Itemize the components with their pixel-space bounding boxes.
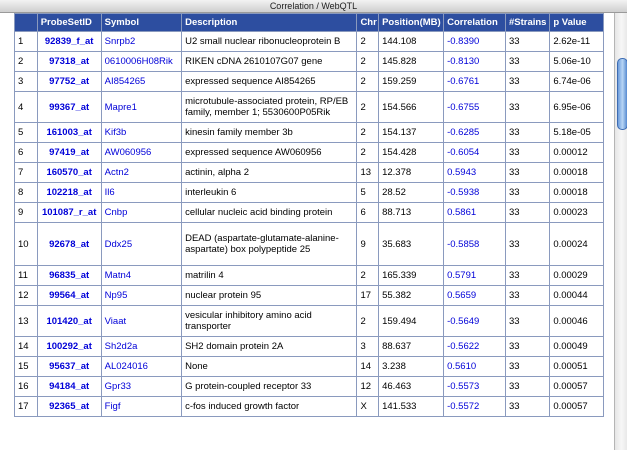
probeset-link[interactable]: 92839_f_at (37, 32, 101, 52)
row-number-cell: 9 (15, 203, 38, 223)
description-cell: c-fos induced growth factor (182, 397, 357, 417)
pvalue-cell: 0.00018 (550, 183, 604, 203)
symbol-link[interactable]: Kif3b (101, 123, 181, 143)
row-number-cell: 7 (15, 163, 38, 183)
chr-cell: 2 (357, 32, 379, 52)
strains-cell: 33 (505, 306, 549, 337)
position-cell: 159.259 (379, 72, 444, 92)
probeset-link[interactable]: 161003_at (37, 123, 101, 143)
chr-cell: 17 (357, 286, 379, 306)
table-row (15, 286, 604, 306)
strains-cell: 33 (505, 377, 549, 397)
strains-cell: 33 (505, 337, 549, 357)
strains-cell: 33 (505, 72, 549, 92)
description-cell: RIKEN cDNA 2610107G07 gene (182, 52, 357, 72)
scrollbar-thumb[interactable] (617, 58, 627, 130)
pvalue-cell: 0.00051 (550, 357, 604, 377)
strains-cell: 33 (505, 123, 549, 143)
symbol-link[interactable]: Sh2d2a (101, 337, 181, 357)
probeset-link[interactable]: 97419_at (37, 143, 101, 163)
probeset-link[interactable]: 102218_at (37, 183, 101, 203)
table-row (15, 397, 604, 417)
pvalue-cell: 0.00018 (550, 163, 604, 183)
chr-cell: 3 (357, 337, 379, 357)
position-cell: 159.494 (379, 306, 444, 337)
symbol-link[interactable]: Viaat (101, 306, 181, 337)
pvalue-cell: 6.74e-06 (550, 72, 604, 92)
chr-cell: 2 (357, 123, 379, 143)
correlation-link[interactable]: 0.5861 (444, 203, 506, 223)
symbol-link[interactable]: Snrpb2 (101, 32, 181, 52)
description-cell: None (182, 357, 357, 377)
col-header-probeset[interactable]: ProbeSetID (37, 14, 101, 32)
position-cell: 12.378 (379, 163, 444, 183)
symbol-link[interactable]: AI854265 (101, 72, 181, 92)
position-cell: 46.463 (379, 377, 444, 397)
row-number-cell: 3 (15, 72, 38, 92)
window-title: Correlation / WebQTL (0, 0, 627, 13)
row-number-cell: 11 (15, 266, 38, 286)
row-number-cell: 16 (15, 377, 38, 397)
description-cell: G protein-coupled receptor 33 (182, 377, 357, 397)
probeset-link[interactable]: 97318_at (37, 52, 101, 72)
chr-cell: 2 (357, 72, 379, 92)
correlation-link[interactable]: -0.8390 (444, 32, 506, 52)
table-row (15, 223, 604, 266)
correlation-link[interactable]: -0.5649 (444, 306, 506, 337)
table-row (15, 377, 604, 397)
description-cell: interleukin 6 (182, 183, 357, 203)
strains-cell: 33 (505, 397, 549, 417)
correlation-link[interactable]: -0.8130 (444, 52, 506, 72)
chr-cell: 5 (357, 183, 379, 203)
chr-cell: 2 (357, 52, 379, 72)
row-number-cell: 5 (15, 123, 38, 143)
row-number-cell: 17 (15, 397, 38, 417)
table-row (15, 306, 604, 337)
row-number-cell: 13 (15, 306, 38, 337)
probeset-link[interactable]: 97752_at (37, 72, 101, 92)
strains-cell: 33 (505, 163, 549, 183)
position-cell: 154.428 (379, 143, 444, 163)
pvalue-cell: 0.00012 (550, 143, 604, 163)
chr-cell: 12 (357, 377, 379, 397)
chr-cell: 2 (357, 92, 379, 123)
col-header-strains[interactable]: #Strains (505, 14, 549, 32)
row-number-cell: 4 (15, 92, 38, 123)
table-row (15, 163, 604, 183)
symbol-link[interactable]: AL024016 (101, 357, 181, 377)
strains-cell: 33 (505, 357, 549, 377)
table-header-row (15, 14, 604, 32)
position-cell: 88.637 (379, 337, 444, 357)
table-row (15, 123, 604, 143)
position-cell: 141.533 (379, 397, 444, 417)
chr-cell: 13 (357, 163, 379, 183)
probeset-link[interactable]: 92678_at (37, 223, 101, 266)
symbol-link[interactable]: Np95 (101, 286, 181, 306)
position-cell: 154.137 (379, 123, 444, 143)
description-cell: actinin, alpha 2 (182, 163, 357, 183)
pvalue-cell: 5.18e-05 (550, 123, 604, 143)
symbol-link[interactable]: 0610006H08Rik (101, 52, 181, 72)
strains-cell: 33 (505, 32, 549, 52)
strains-cell: 33 (505, 183, 549, 203)
table-row (15, 143, 604, 163)
chr-cell: 2 (357, 306, 379, 337)
results-pane (0, 13, 614, 450)
correlation-link[interactable]: -0.5858 (444, 223, 506, 266)
position-cell: 3.238 (379, 357, 444, 377)
table-row (15, 92, 604, 123)
strains-cell: 33 (505, 266, 549, 286)
correlation-link[interactable]: -0.6761 (444, 72, 506, 92)
col-header-pvalue[interactable]: p Value (550, 14, 604, 32)
chr-cell: 2 (357, 266, 379, 286)
col-header-chr[interactable]: Chr (357, 14, 379, 32)
table-row (15, 357, 604, 377)
position-cell: 144.108 (379, 32, 444, 52)
chr-cell: 14 (357, 357, 379, 377)
symbol-link[interactable]: Il6 (101, 183, 181, 203)
col-header-symbol[interactable]: Symbol (101, 14, 181, 32)
description-cell: nuclear protein 95 (182, 286, 357, 306)
description-cell: microtubule-associated protein, RP/EB family, member 1; 5530600P05Rik (182, 92, 357, 123)
chr-cell: 9 (357, 223, 379, 266)
description-cell: DEAD (aspartate-glutamate-alanine-aspartate) box polypeptide 25 (182, 223, 357, 266)
description-cell: U2 small nuclear ribonucleoprotein B (182, 32, 357, 52)
table-row (15, 32, 604, 52)
position-cell: 28.52 (379, 183, 444, 203)
correlation-link[interactable]: 0.5943 (444, 163, 506, 183)
strains-cell: 33 (505, 143, 549, 163)
col-header-index (15, 14, 38, 32)
pvalue-cell: 0.00044 (550, 286, 604, 306)
position-cell: 88.713 (379, 203, 444, 223)
row-number-cell: 10 (15, 223, 38, 266)
table-row (15, 337, 604, 357)
symbol-link[interactable]: AW060956 (101, 143, 181, 163)
correlation-link[interactable]: 0.5610 (444, 357, 506, 377)
pvalue-cell: 0.00046 (550, 306, 604, 337)
chr-cell: 2 (357, 143, 379, 163)
probeset-link[interactable]: 100292_at (37, 337, 101, 357)
position-cell: 154.566 (379, 92, 444, 123)
probeset-link[interactable]: 92365_at (37, 397, 101, 417)
correlation-link[interactable]: -0.5572 (444, 397, 506, 417)
symbol-link[interactable]: Ddx25 (101, 223, 181, 266)
correlation-link[interactable]: -0.6755 (444, 92, 506, 123)
probeset-link[interactable]: 101420_at (37, 306, 101, 337)
probeset-link[interactable]: 96835_at (37, 266, 101, 286)
description-cell: expressed sequence AI854265 (182, 72, 357, 92)
table-row (15, 52, 604, 72)
row-number-cell: 1 (15, 32, 38, 52)
pvalue-cell: 0.00029 (550, 266, 604, 286)
table-row (15, 183, 604, 203)
strains-cell: 33 (505, 52, 549, 72)
strains-cell: 33 (505, 92, 549, 123)
probeset-link[interactable]: 99564_at (37, 286, 101, 306)
correlation-link[interactable]: -0.6054 (444, 143, 506, 163)
position-cell: 55.382 (379, 286, 444, 306)
description-cell: SH2 domain protein 2A (182, 337, 357, 357)
description-cell: vesicular inhibitory amino acid transporter (182, 306, 357, 337)
col-header-position[interactable]: Position(MB) (379, 14, 444, 32)
pvalue-cell: 0.00049 (550, 337, 604, 357)
correlation-link[interactable]: -0.5938 (444, 183, 506, 203)
pvalue-cell: 5.06e-10 (550, 52, 604, 72)
row-number-cell: 15 (15, 357, 38, 377)
chr-cell: 6 (357, 203, 379, 223)
row-number-cell: 6 (15, 143, 38, 163)
symbol-link[interactable]: Mapre1 (101, 92, 181, 123)
symbol-link[interactable]: Actn2 (101, 163, 181, 183)
symbol-link[interactable]: Gpr33 (101, 377, 181, 397)
probeset-link[interactable]: 94184_at (37, 377, 101, 397)
symbol-link[interactable]: Matn4 (101, 266, 181, 286)
row-number-cell: 14 (15, 337, 38, 357)
correlation-link[interactable]: -0.6285 (444, 123, 506, 143)
row-number-cell: 12 (15, 286, 38, 306)
strains-cell: 33 (505, 286, 549, 306)
position-cell: 145.828 (379, 52, 444, 72)
correlation-link[interactable]: -0.5573 (444, 377, 506, 397)
correlation-link[interactable]: 0.5659 (444, 286, 506, 306)
table-row (15, 203, 604, 223)
symbol-link[interactable]: Cnbp (101, 203, 181, 223)
pvalue-cell: 0.00024 (550, 223, 604, 266)
pvalue-cell: 6.95e-06 (550, 92, 604, 123)
probeset-link[interactable]: 160570_at (37, 163, 101, 183)
pvalue-cell: 2.62e-11 (550, 32, 604, 52)
strains-cell: 33 (505, 223, 549, 266)
pvalue-cell: 0.00023 (550, 203, 604, 223)
col-header-correlation[interactable]: Correlation (444, 14, 506, 32)
col-header-description[interactable]: Description (182, 14, 357, 32)
row-number-cell: 2 (15, 52, 38, 72)
row-number-cell: 8 (15, 183, 38, 203)
table-row (15, 72, 604, 92)
description-cell: cellular nucleic acid binding protein (182, 203, 357, 223)
position-cell: 165.339 (379, 266, 444, 286)
description-cell: kinesin family member 3b (182, 123, 357, 143)
correlation-table (14, 13, 604, 417)
chr-cell: X (357, 397, 379, 417)
correlation-link[interactable]: 0.5791 (444, 266, 506, 286)
probeset-link[interactable]: 95637_at (37, 357, 101, 377)
pvalue-cell: 0.00057 (550, 377, 604, 397)
probeset-link[interactable]: 101087_r_at (37, 203, 101, 223)
vertical-scrollbar[interactable] (614, 13, 627, 450)
probeset-link[interactable]: 99367_at (37, 92, 101, 123)
symbol-link[interactable]: Figf (101, 397, 181, 417)
position-cell: 35.683 (379, 223, 444, 266)
table-row (15, 266, 604, 286)
pvalue-cell: 0.00057 (550, 397, 604, 417)
strains-cell: 33 (505, 203, 549, 223)
description-cell: matrilin 4 (182, 266, 357, 286)
description-cell: expressed sequence AW060956 (182, 143, 357, 163)
correlation-link[interactable]: -0.5622 (444, 337, 506, 357)
